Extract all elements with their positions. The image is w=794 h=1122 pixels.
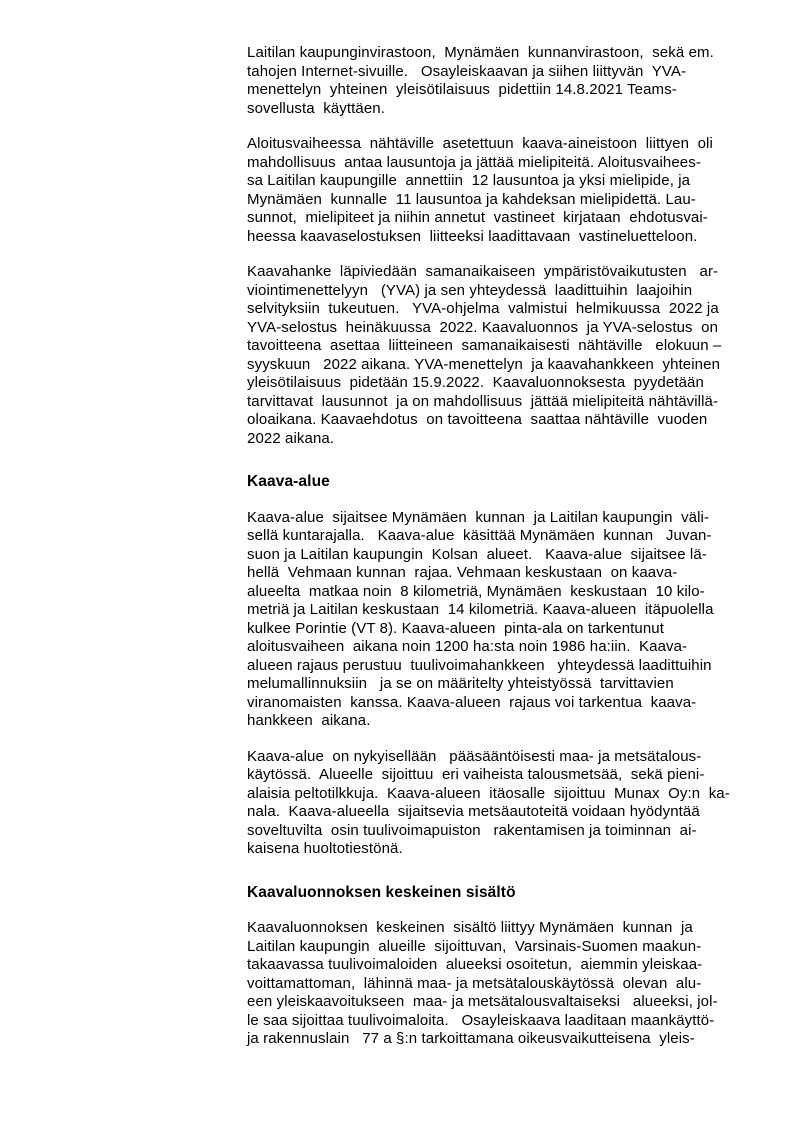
text-line: tahojen Internet-sivuille. Osayleiskaavan ja siihen liittyvän YVA-: [247, 62, 687, 80]
text-line: käytössä. Alueelle sijoittuu eri vaiheista talousmetsää, sekä pieni-: [247, 766, 705, 783]
text-line: 2022 aikana.: [247, 429, 335, 447]
section-heading: Kaava-alue: [247, 473, 330, 490]
text-line: Kaavahanke läpiviedään samanaikaiseen ympäristövaikutusten ar-: [247, 263, 719, 280]
text-line: Mynämäen kunnalle 11 lausuntoa ja kahdeksan mielipidettä. Lau-: [247, 190, 696, 208]
text-line: mahdollisuus antaa lausuntoja ja jättää mielipiteitä. Aloitusvaihees-: [247, 153, 701, 171]
text-line: Laitilan kaupungin alueille sijoittuvan, Varsinais-Suomen maakun-: [247, 937, 702, 955]
text-line: kaisena huoltotiestönä.: [247, 840, 403, 857]
text-line: sovellusta käyttäen.: [247, 99, 386, 117]
text-line: een yleiskaavoitukseen maa- ja metsätalousvaltaiseksi alueeksi, jol-: [247, 993, 718, 1010]
text-line: tarvittavat lausunnot ja on mahdollisuus jättää mielipiteitä nähtävillä-: [247, 392, 719, 410]
text-line: hankkeen aikana.: [247, 712, 371, 729]
text-line: heessa kaavaselostuksen liitteeksi laadittavaan vastineluetteloon.: [247, 227, 698, 245]
text-line: viranomaisten kanssa. Kaava-alueen rajaus voi tarkentua kaava-: [247, 693, 697, 711]
text-line: hellä Vehmaan kunnan rajaa. Vehmaan keskustaan on kaava-: [247, 564, 678, 581]
text-line: selvityksiin tukeutuen. YVA-ohjelma valmistui helmikuussa 2022 ja: [247, 300, 719, 317]
paragraph: [247, 919, 774, 1049]
text-line: takaavassa tuulivoimaloiden alueeksi osoitetun, aiemmin yleiskaa-: [247, 956, 703, 973]
text-line: sellä kuntarajalla. Kaava-alue käsittää Mynämäen kunnan Juvan-: [247, 527, 712, 544]
text-line: Kaava-alue on nykyisellään pääsääntöisesti maa- ja metsätalous-: [247, 747, 702, 765]
text-line: tavoitteena asettaa liitteineen samanaikaisesti nähtäville elokuun –: [247, 337, 722, 354]
text-line: yleisötilaisuus pidetään 15.9.2022. Kaavaluonnoksesta pyydetään: [247, 374, 704, 391]
paragraph: [247, 509, 774, 731]
section-heading: Kaavaluonnoksen keskeinen sisältö: [247, 883, 516, 901]
text-line: viointimenettelyyn (YVA) ja sen yhteydessä laadittuihin laajoihin: [247, 281, 693, 299]
text-line: menettelyn yhteinen yleisötilaisuus pidettiin 14.8.2021 Teams-: [247, 81, 677, 98]
text-line: oloaikana. Kaavaehdotus on tavoitteena saattaa nähtäville vuoden: [247, 411, 708, 428]
paragraph: [247, 263, 774, 448]
text-line: sa Laitilan kaupungille annettiin 12 lausuntoa ja yksi mielipide, ja: [247, 172, 691, 189]
text-line: nala. Kaava-alueella sijaitsevia metsäautoteitä voidaan hyödyntää: [247, 803, 700, 820]
paragraph: [247, 44, 774, 118]
text-line: alaisia peltotilkkuja. Kaava-alueen itäosalle sijoittuu Munax Oy:n ka-: [247, 784, 730, 802]
text-line: soveltuvilta osin tuulivoimapuiston rakentamisen ja toiminnan ai-: [247, 821, 697, 839]
text-line: kulkee Porintie (VT 8). Kaava-alueen pinta-ala on tarkentunut: [247, 619, 665, 637]
text-line: ja rakennuslain 77 a §:n tarkoittamana oikeusvaikutteisena yleis-: [247, 1030, 695, 1047]
text-line: aloitusvaiheen aikana noin 1200 ha:sta noin 1986 ha:iin. Kaava-: [247, 638, 688, 655]
text-line: sunnot, mielipiteet ja niihin annetut vastineet kirjataan ehdotusvai-: [247, 209, 708, 226]
text-line: YVA-selostus heinäkuussa 2022. Kaavaluonnos ja YVA-selostus on: [247, 318, 719, 336]
text-line: Laitilan kaupunginvirastoon, Mynämäen kunnanvirastoon, sekä em.: [247, 44, 714, 61]
paragraph: [247, 748, 774, 859]
text-line: Kaava-alue sijaitsee Mynämäen kunnan ja Laitilan kaupungin väli-: [247, 508, 710, 526]
text-line: metriä ja Laitilan keskustaan 14 kilometriä. Kaava-alueen itäpuolella: [247, 601, 714, 618]
text-line: Aloitusvaiheessa nähtäville asetettuun kaava-aineistoon liittyen oli: [247, 135, 713, 152]
text-line: Kaavaluonnoksen keskeinen sisältö liittyy Mynämäen kunnan ja: [247, 919, 693, 936]
paragraph: [247, 135, 774, 246]
text-line: alueen rajaus perustuu tuulivoimahankkeen yhteydessä laadittuihin: [247, 656, 712, 674]
text-line: melumallinnuksiin ja se on määritelty yhteistyössä tarvittavien: [247, 675, 674, 692]
text-line: le saa sijoittaa tuulivoimaloita. Osayleiskaava laaditaan maankäyttö-: [247, 1011, 715, 1029]
text-line: suon ja Laitilan kaupungin Kolsan alueet. Kaava-alue sijaitsee lä-: [247, 545, 707, 563]
text-line: voittamattoman, lähinnä maa- ja metsätalouskäytössä olevan alu-: [247, 974, 702, 992]
text-line: alueelta matkaa noin 8 kilometriä, Mynämäen keskustaan 10 kilo-: [247, 582, 705, 600]
text-line: syyskuun 2022 aikana. YVA-menettelyn ja kaavahankkeen yhteinen: [247, 355, 721, 373]
